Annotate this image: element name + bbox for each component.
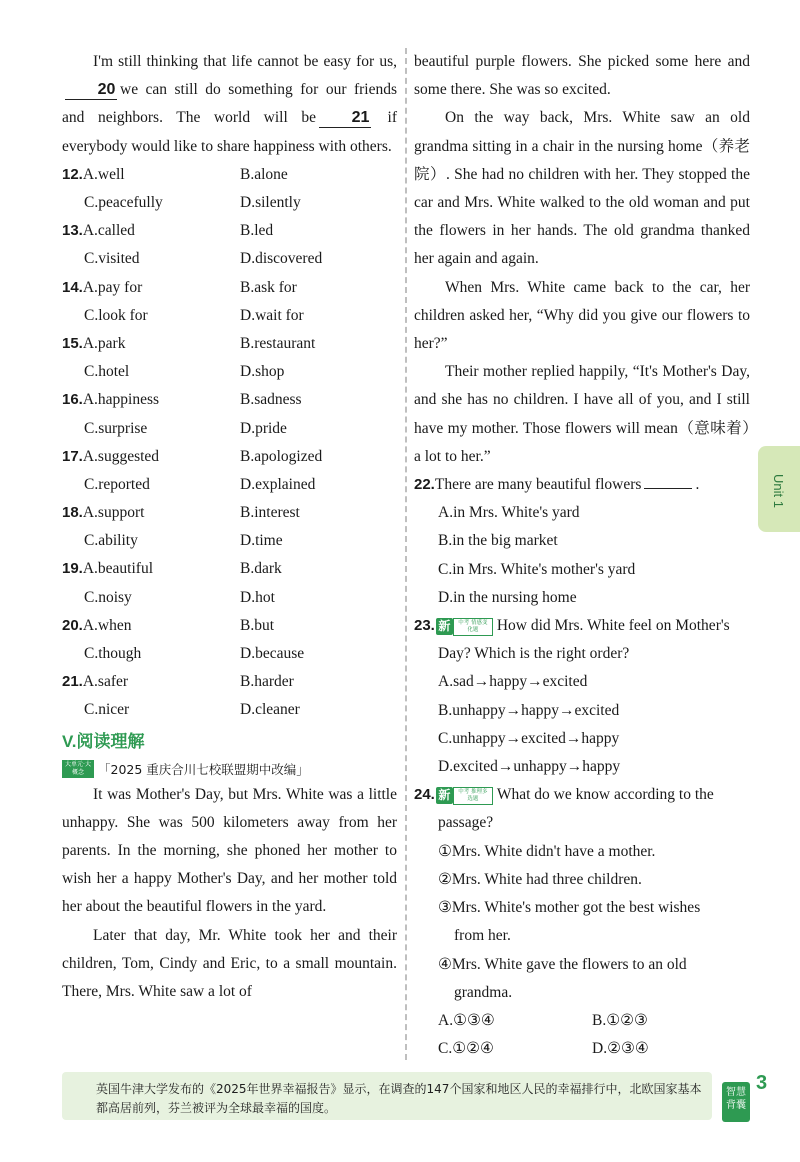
source-line <box>62 757 397 781</box>
left-column <box>62 48 397 1006</box>
option-row: 21.A.safer B.harder <box>62 673 294 691</box>
option-row: C.hotel D.shop <box>84 363 285 381</box>
new-question-badge: 新 中考 推理多选题 <box>436 787 493 805</box>
question-22: 22.There are many beautiful flowers . A.in Mrs. White's yard B.in the big market C.in Mrs. White's mother's yard D.in the nursing home <box>414 471 750 612</box>
option-row: C.visited D.discovered <box>84 250 323 268</box>
new-question-badge: 新 中考 情感变化题 <box>436 618 493 636</box>
wisdom-badge: 智慧背囊 <box>722 1082 750 1122</box>
option-row: 16.A.happiness B.sadness <box>62 391 302 409</box>
passage-paragraph-4: When Mrs. White came back to the car, her children asked her, “Why did you give our flowers to her?” <box>414 278 750 353</box>
column-divider <box>405 48 407 1060</box>
option-row: 15.A.park B.restaurant <box>62 334 316 352</box>
section-title: V.阅读理解 <box>62 731 145 751</box>
option-row: 17.A.suggested B.apologized <box>62 447 323 465</box>
option-row: 19.A.beautiful B.dark <box>62 560 282 578</box>
passage-paragraph-5: Their mother replied happily, “It's Mother's Day, and she has no children. I have all of you, and I still have my mother. Those flowers will mean（意味着）a lot to her.” <box>414 363 750 465</box>
option-row: C.reported D.explained <box>84 475 316 493</box>
unit-side-tab: Unit 1 <box>758 446 800 532</box>
option-row: C.look for D.wait for <box>84 306 304 324</box>
passage-paragraph-2: Later that day, Mr. White took her and their children, Tom, Cindy and Eric, to a small mountain. There, Mrs. White saw a lot of <box>62 926 397 1000</box>
blank-22 <box>644 488 692 489</box>
option-row: C.surprise D.pride <box>84 419 287 437</box>
q24-answers-row-2: C.①②④ D.②③④ <box>438 1040 649 1058</box>
option-row: C.ability D.time <box>84 532 283 550</box>
passage-paragraph-1: It was Mother's Day, but Mrs. White was a little unhappy. She was 500 kilometers away from her parents. In the morning, she phoned her mother to wish her a happy Mother's Day, and her mother told her about the beautiful flowers in the yard. <box>62 785 397 916</box>
blank-21: 21 <box>319 109 371 128</box>
question-23: 23. 新 中考 情感变化题 How did Mrs. White feel on Mother's Day? Which is the right order? A.sad→happy→excited B.unhappy→happy→excited C.unhappy→excited→happy D.excited→unhappy→happy <box>414 612 750 781</box>
source-text: 「2025 重庆合川七校联盟期中改编」 <box>98 761 309 777</box>
right-column <box>414 48 750 1063</box>
passage-paragraph-2-cont: beautiful purple flowers. She picked some here and some there. She was so excited. <box>414 53 750 99</box>
option-row: C.noisy D.hot <box>84 588 275 606</box>
q22-option-b: B.in the big market <box>438 532 558 550</box>
q24-statement-2: ②Mrs. White had three children. <box>438 870 642 888</box>
option-row: 18.A.support B.interest <box>62 504 300 522</box>
q23-option-b: B.unhappy→happy→excited <box>438 701 620 719</box>
option-row: 12.A.well B.alone <box>62 165 288 183</box>
q24-statement-4: ④Mrs. White gave the flowers to an old <box>438 955 687 973</box>
option-row: 14.A.pay for B.ask for <box>62 278 297 296</box>
q24-statement-3: ③Mrs. White's mother got the best wishes <box>438 899 701 917</box>
cloze-text: I'm still thinking that life cannot be easy for us,20 we can still do something for our friends and neighbors. The world will be 21 if everybody would like to share happiness with others. <box>62 53 398 155</box>
option-row: 13.A.called B.led <box>62 222 274 240</box>
source-badge: 大单元·大概念 <box>62 760 94 778</box>
footer-tip: 英国牛津大学发布的《2025年世界幸福报告》显示，在调查的147个国家和地区人民的幸福排行中，北欧国家基本都高居前列，芬兰被评为全球最幸福的国度。 <box>96 1082 702 1115</box>
q22-option-a: A.in Mrs. White's yard <box>438 504 580 522</box>
option-row: C.though D.because <box>84 645 305 662</box>
q23-option-c: C.unhappy→excited→happy <box>438 729 620 747</box>
question-24: 24. 新 中考 推理多选题 What do we know according to the passage? ①Mrs. White didn't have a mother. ②Mrs. White had three children. ③Mrs. White's mother got the best wishes from her. ④Mrs. White gave the flowers to an old grandma. A.①③④ B.①②③ C.①②④ D.②③④ <box>414 781 750 1063</box>
q23-option-a: A.sad→happy→excited <box>438 673 588 691</box>
option-row: C.nicer D.cleaner <box>84 701 300 719</box>
q22-option-c: C.in Mrs. White's mother's yard <box>438 560 636 578</box>
q23-option-d: D.excited→unhappy→happy <box>438 758 621 776</box>
option-row: 20.A.when B.but <box>62 616 275 634</box>
q24-statement-1: ①Mrs. White didn't have a mother. <box>438 842 656 860</box>
page-number: 3 <box>756 1072 768 1094</box>
passage-paragraph-3: On the way back, Mrs. White saw an old grandma sitting in a chair in the nursing home（养老院）. She had no children with her. They stopped the car and Mrs. White walked to the old woman and put the flowers in her hands. The old grandma thanked her again and again. <box>414 109 750 268</box>
q24-answers-row-1: A.①③④ B.①②③ <box>438 1011 648 1029</box>
blank-20: 20 <box>65 81 117 100</box>
q22-option-d: D.in the nursing home <box>438 588 577 606</box>
option-row: C.peacefully D.silently <box>84 194 301 211</box>
options-list <box>62 161 397 725</box>
